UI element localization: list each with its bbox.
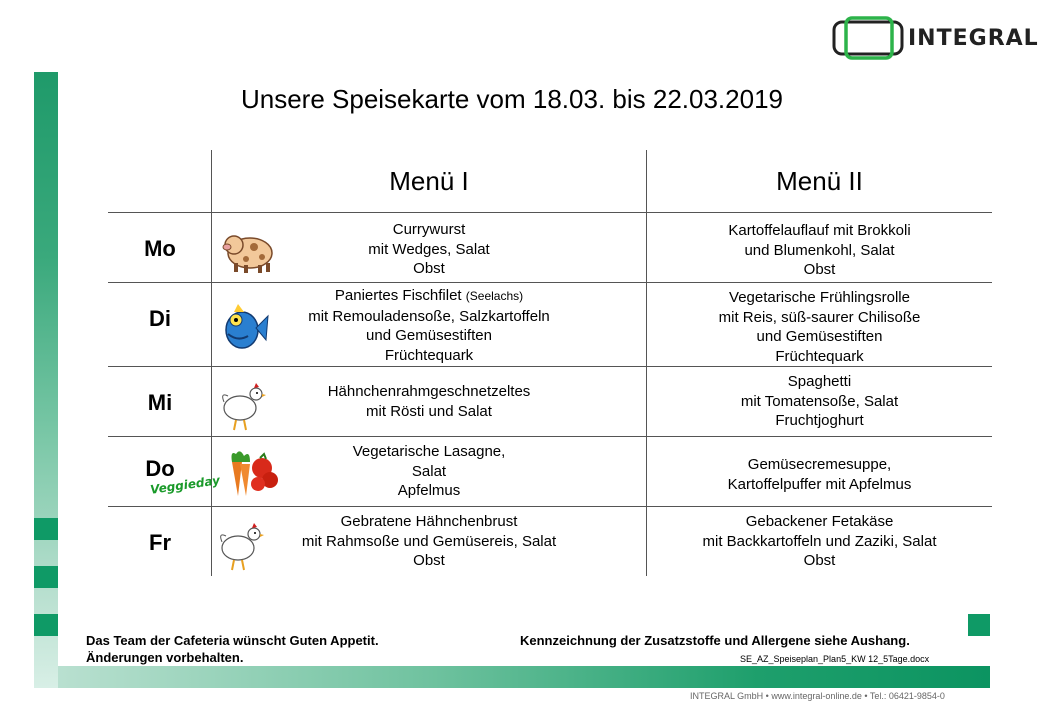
table-divider: [108, 506, 992, 507]
bottom-decor-band: [58, 666, 990, 688]
table-divider: [108, 436, 992, 437]
decor-square: [34, 518, 58, 540]
veggieday-badge: Veggieday: [149, 473, 221, 497]
day-label: Mo: [144, 236, 176, 261]
logo-text: INTEGRAL: [908, 26, 1039, 51]
menu1-cell: Currywurst mit Wedges, Salat Obst: [368, 221, 490, 277]
day-label: Do: [145, 456, 175, 481]
document-filename: SE_AZ_Speiseplan_Plan5_KW 12_5Tage.docx: [740, 654, 930, 664]
column-header-menu2: Menü II: [776, 166, 863, 196]
table-divider: [108, 282, 992, 283]
menu2-cell: Vegetarische Frühlingsrolle mit Reis, süß-saurer Chilisoße und Gemüsestiften Früchtequark: [718, 289, 921, 365]
decor-square: [34, 566, 58, 588]
menu2-cell: Kartoffelauflauf mit Brokkoli und Blumenkohl, Salat Obst: [728, 222, 911, 278]
menu2-cell: Spaghetti mit Tomatensoße, Salat Fruchtjoghurt: [740, 373, 899, 429]
day-label: Mi: [147, 390, 173, 415]
menu2-cell: Gebackener Fetakäse mit Backkartoffeln und Zaziki, Salat Obst: [702, 513, 937, 569]
day-label: Di: [149, 306, 171, 331]
day-label: Fr: [149, 530, 171, 555]
footer-allergens: Kennzeichnung der Zusatzstoffe und Allergene siehe Aushang.: [520, 633, 910, 648]
column-header-menu1: Menü I: [389, 166, 469, 196]
decor-square: [968, 614, 990, 636]
integral-logo-icon: [832, 16, 906, 64]
footer-greeting: Das Team der Cafeteria wünscht Guten Appetit.: [86, 633, 379, 648]
company-contact: INTEGRAL GmbH • www.integral-online.de • Tel.: 06421-9854-0: [690, 691, 945, 701]
menu1-cell: Hähnchenrahmgeschnetzeltes mit Rösti und Salat: [327, 383, 531, 420]
menu1-cell: Gebratene Hähnchenbrust mit Rahmsoße und Gemüsereis, Salat Obst: [301, 513, 557, 569]
menu2-cell: Gemüsecremesuppe, Kartoffelpuffer mit Apfelmus: [727, 456, 912, 493]
menu1-cell: Paniertes Fischfilet (Seelachs) mit Remouladensoße, Salzkartoffeln und Gemüsestiften Früchtequark: [308, 287, 550, 364]
table-divider: [108, 212, 992, 213]
table-divider: [108, 366, 992, 367]
decor-square: [34, 614, 58, 636]
page-title: Unsere Speisekarte vom 18.03. bis 22.03.2019: [240, 84, 783, 114]
footer-changes: Änderungen vorbehalten.: [86, 650, 244, 665]
left-decor-bar: [34, 72, 58, 688]
menu1-cell: Vegetarische Lasagne, Salat Apfelmus: [352, 443, 506, 499]
